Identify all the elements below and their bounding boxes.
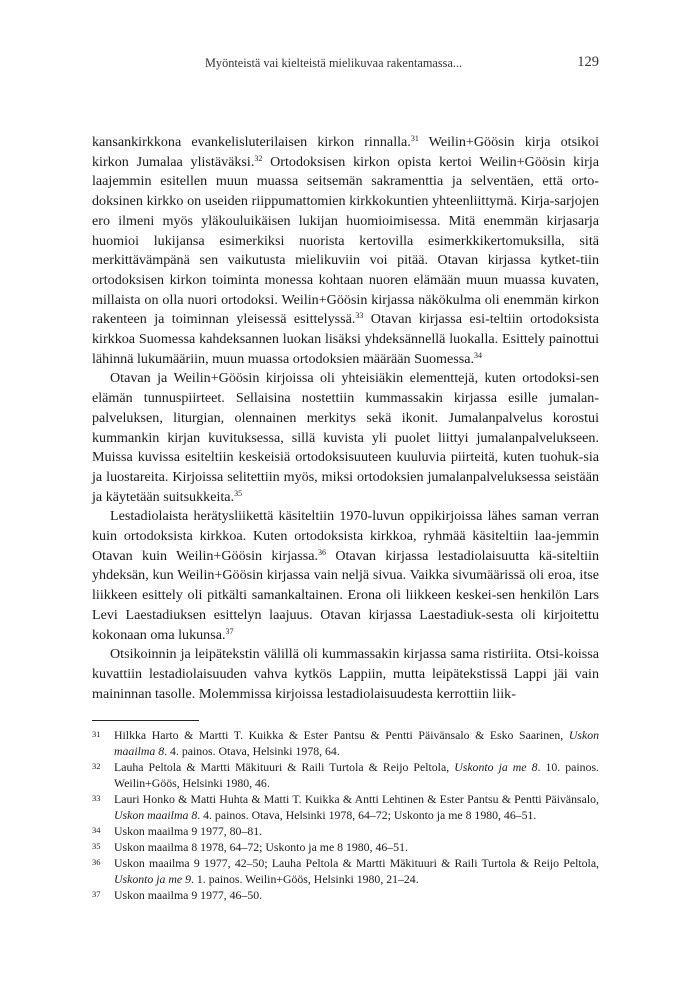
text-run: Lauri Honko & Matti Huhta & Matti T. Kuikka & Antti Lehtinen & Ester Pantsu & Pentti Päivänsalo,	[114, 792, 599, 806]
footnote-text	[114, 823, 599, 839]
footnote-reference: 32	[254, 153, 263, 163]
text-run: Otsikoinnin ja leipätekstin välillä oli kummassakin kirjassa sama ristiriita. Otsi-koissa kuvattiin lestadiolaisuuden vahva kytkös Lappiin, mutta leipätekstissä Lappi jäi vain maininnan tasolle. Molemmissa kirjoissa lestadiolaisuudesta kerrottiin liik-	[92, 646, 599, 702]
text-run: Otavan kirjassa esi-teltiin ortodoksista kirkkoa Suomessa kahdeksannen luokan lisäksi yhdeksännellä luokalla. Esittely painottui lähinnä lukumääriin, muun muassa ortodoksien määrään Suomessa.	[92, 311, 599, 367]
book-title: Uskon maailma 8	[114, 728, 599, 758]
footnote-text	[114, 839, 599, 855]
footnote	[92, 887, 599, 903]
footnote-text	[114, 887, 599, 903]
text-run: Weilin+Göösin kirja otsikoi kirkon Jumalaa ylistäväksi.	[92, 134, 600, 170]
text-run: Lestadiolaista herätysliikettä käsiteltiin 1970-luvun oppikirjoissa lähes saman verran kuin ortodoksista kirkkoa. Kuten ortodoksista kirkkoa, ryhmää käsiteltiin laa-jemmin Otavan kuin Weilin+Göösin kirjassa.	[92, 508, 599, 564]
text-run: . 4. painos. Otava, Helsinki 1978, 64–72; Uskonto ja me 8 1980, 46–51.	[197, 808, 537, 822]
footnote-reference: 33	[355, 311, 364, 321]
paragraph	[92, 369, 599, 507]
footnote	[92, 791, 599, 823]
footnote-reference: 36	[318, 547, 326, 557]
book-title: Uskon maailma 8	[114, 808, 198, 822]
footnote-reference: 35	[234, 488, 243, 498]
footnote-text	[114, 759, 599, 791]
footnote-number: 34	[92, 825, 101, 835]
footnote-number: 37	[92, 889, 101, 899]
book-title: Uskonto ja me 9	[114, 872, 191, 886]
footnote-reference: 34	[474, 350, 483, 360]
footnote-text	[114, 791, 599, 823]
footnote-text	[114, 855, 599, 887]
book-title: Uskonto ja me 8	[454, 760, 538, 774]
text-run: kansankirkkona evankelisluterilaisen kirkon rinnalla.	[92, 134, 411, 150]
running-title: Myönteistä vai kielteistä mielikuvaa rakentamassa...	[205, 56, 463, 70]
text-run: Uskon maailma 8 1978, 64–72; Uskonto ja me 8 1980, 46–51.	[114, 840, 408, 854]
page-number: 129	[577, 54, 599, 70]
footnote	[92, 839, 599, 855]
footnotes	[92, 727, 599, 903]
footnote-number: 31	[92, 729, 101, 739]
text-run: Uskon maailma 9 1977, 42–50; Lauha Peltola & Martti Mäkituuri & Raili Turtola & Reijo Peltola,	[114, 856, 599, 870]
paragraph	[92, 645, 599, 704]
footnote-number: 35	[92, 841, 101, 851]
footnote	[92, 727, 599, 759]
footnote-reference: 37	[225, 626, 234, 636]
main-text	[92, 133, 599, 704]
text-run: Uskon maailma 9 1977, 80–81.	[114, 824, 263, 838]
text-run: Ortodoksisen kirkon opista kertoi Weilin+Göösin kirja laajemmin esitellen muun muassa seitsemän sakramenttia ja selventäen, että orto-doksinen kirkko on useiden riippumattomien kirkkokuntien yhteenliittymä. Kirja-sarjojen ero ilmeni myös yläkouluikäisen lukijan huomioimisessa. Mitä enemmän kirjasarja huomioi lukijansa esimerkiksi nuorista kertovilla esimerkkikertomuksilla, sitä merkittävämpänä sen vaikutusta mielikuviin voi pitää. Otavan kirjassa kytket-tiin ortodoksisen kirkon toiminta monessa kohtaan nuoren elämään muun muassa kuvaten, millaista on olla nuori ortodoksi. Weilin+Göösin kirjassa näkökulma oli enemmän kirkon rakenteen ja toiminnan yleisessä esittelyssä.	[92, 153, 599, 328]
footnote-separator	[92, 720, 199, 721]
text-run: Otavan ja Weilin+Göösin kirjoissa oli yhteisiäkin elementtejä, kuten ortodoksi-sen elämän tunnuspiirteet. Sellaisina nostettiin kummassakin kirjassa esille jumalan-palveluksen, liturgian, olennainen merkitys sekä ikonit. Jumalanpalvelus korostui kummankin kirjan kuvituksessa, sillä kuvista yli puolet liittyi jumalanpalvelukseen. Muissa kuvissa esiteltiin keskeisiä ortodoksisuuteen kuuluvia piirteitä, kuten tuohuk-sia ja luostareita. Kirjoissa selitettiin myös, miksi ortodoksien jumalanpalveluksessa seistään ja käytetään suitsukkeita.	[92, 370, 599, 505]
text-run: . 10. painos. Weilin+Göös, Helsinki 1980, 46.	[114, 760, 600, 790]
footnote	[92, 855, 599, 887]
text-run: Lauha Peltola & Martti Mäkituuri & Raili Turtola & Reijo Peltola,	[114, 760, 455, 774]
text-run: . 1. painos. Weilin+Göös, Helsinki 1980, 21–24.	[191, 872, 419, 886]
footnote-number: 33	[92, 793, 101, 803]
paragraph	[92, 507, 599, 645]
footnote-reference: 31	[410, 134, 419, 143]
paragraph	[92, 133, 599, 369]
text-run: Otavan kirjassa lestadiolaisuutta kä-siteltiin yhdeksän, kun Weilin+Göösin kirjassa vain neljä sivua. Vaikka sivumäärissä oli eroa, itse liikkeen esittely oli pitkälti samankaltainen. Erona oli liikkeen keskei-sen henkilön Lars Levi Laestadiuksen esittelyn laajuus. Otavan kirjassa Laestadiuk-sesta oli kirjoitettu kokonaan oma lukunsa.	[92, 547, 599, 643]
text-run: . 4. painos. Otava, Helsinki 1978, 64.	[164, 744, 340, 758]
footnote-text	[114, 727, 599, 759]
text-run: Uskon maailma 9 1977, 46–50.	[114, 888, 263, 902]
footnote-number: 32	[92, 761, 101, 771]
footnote-number: 36	[92, 857, 101, 867]
text-run: Hilkka Harto & Martti T. Kuikka & Ester Pantsu & Pentti Päivänsalo & Esko Saarinen,	[114, 728, 569, 742]
footnote	[92, 759, 599, 791]
footnote	[92, 823, 599, 839]
